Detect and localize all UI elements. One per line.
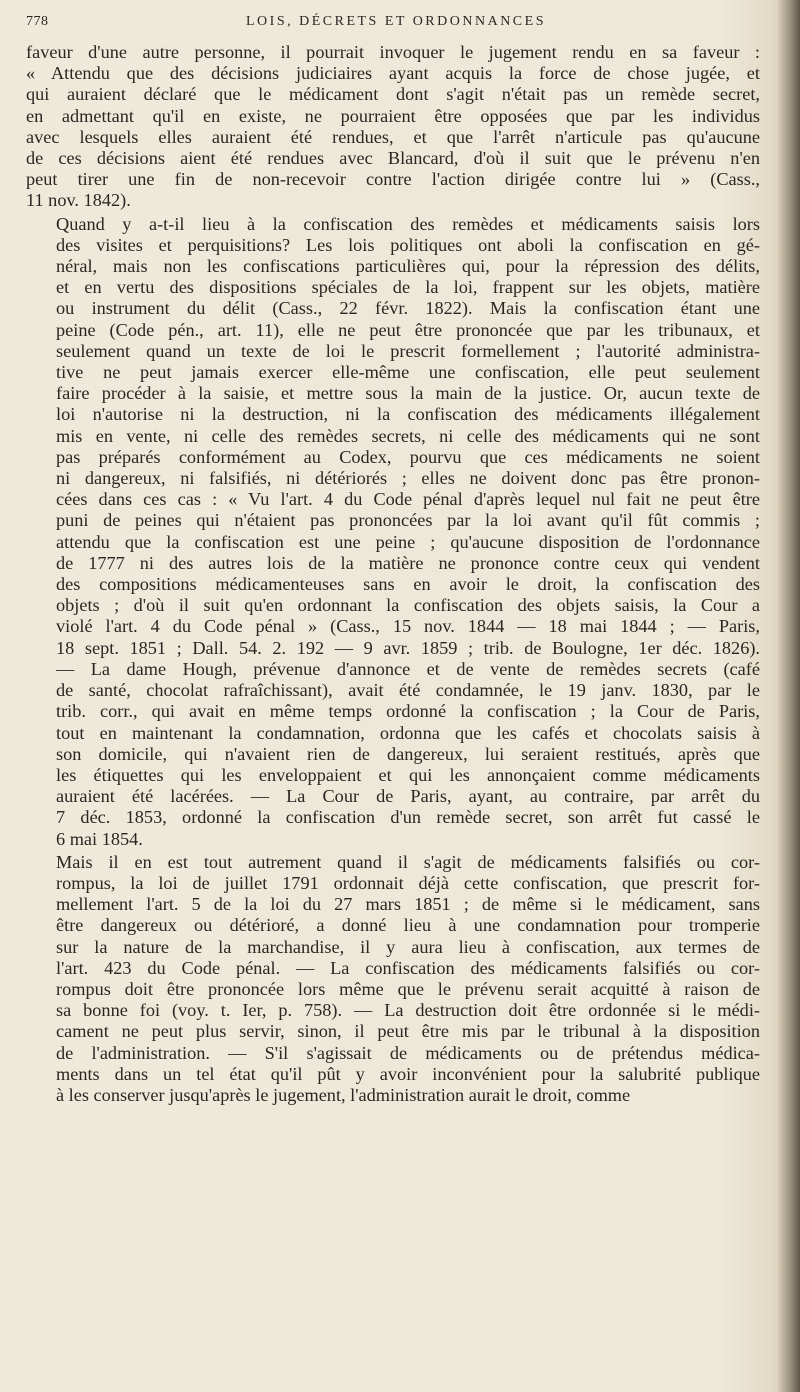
text-line: ments dans un tel état qu'il pût y avoir inconvénient pour la salubrité publique — [56, 1063, 760, 1084]
running-title: LOIS, DÉCRETS ET ORDONNANCES — [246, 14, 546, 29]
text-line: rompus doit être prononcée lors même que le prévenu serait acquitté à raison de — [56, 978, 760, 999]
text-line: sur la nature de la marchandise, il y aura lieu à confiscation, aux termes de — [56, 936, 760, 957]
text-line: ou instrument du délit (Cass., 22 févr. 1822). Mais la confiscation étant une — [56, 298, 760, 319]
text-line: son domicile, qui n'avaient rien de dangereux, lui seraient restitués, après que — [56, 743, 760, 764]
text-line: attendu que la confiscation est une peine ; qu'aucune disposition de l'ordonnance — [56, 531, 760, 552]
paragraph-2 — [26, 214, 760, 850]
text-line: 11 nov. 1842). — [26, 190, 131, 211]
text-line: qui auraient déclaré que le médicament dont s'agit n'était pas un remède secret, — [26, 84, 760, 105]
text-line: loi n'autorise ni la destruction, ni la confiscation des médicaments illégalement — [56, 404, 760, 425]
text-line: être dangereux ou détérioré, a donné lieu à une condamnation pour tromperie — [56, 915, 760, 936]
text-line: de ces décisions aient été rendues avec Blancard, d'où il suit que le prévenu n'en — [26, 148, 760, 169]
text-line: et en vertu des dispositions spéciales de la loi, frappent sur les objets, matière — [56, 277, 760, 298]
text-line: auraient été lacérées. — La Cour de Paris, ayant, au contraire, par arrêt du — [56, 786, 760, 807]
text-line: les étiquettes qui les enveloppaient et qui les annonçaient comme médicaments — [56, 764, 760, 785]
text-line: rompus, la loi de juillet 1791 ordonnait déjà cette confiscation, que prescrit for- — [56, 872, 760, 893]
text-line: des visites et perquisitions? Les lois politiques ont aboli la confiscation en gé- — [56, 234, 760, 255]
text-line: néral, mais non les confiscations particulières qui, pour la répression des délits, — [56, 256, 760, 277]
text-line: Mais il en est tout autrement quand il s'agit de médicaments falsifiés ou cor- — [56, 851, 760, 872]
text-line: puni de peines qui n'étaient pas prononcées par la loi avant qu'il fût commis ; — [56, 510, 760, 531]
text-line: de 1777 ni des autres lois de la matière ne prononce contre ceux qui vendent — [56, 552, 760, 573]
page-edge-shadow — [778, 0, 800, 1392]
text-line: en admettant qu'il en existe, ne pourraient être opposées que par les individus — [26, 105, 760, 126]
text-line: 7 déc. 1853, ordonné la confiscation d'un remède secret, son arrêt fut cassé le — [56, 807, 760, 828]
paragraph-3 — [26, 852, 760, 1106]
text-line: mis en vente, ni celle des remèdes secrets, ni celle des médicaments qui ne sont — [56, 425, 760, 446]
page-number: 778 — [26, 14, 49, 29]
text-line: mellement l'art. 5 de la loi du 27 mars 1851 ; de même si le médicament, sans — [56, 894, 760, 915]
text-line: tout en maintenant la condamnation, ordonna que les cafés et chocolats saisis à — [56, 722, 760, 743]
text-line: faire procéder à la saisie, et mettre sous la main de la justice. Or, aucun texte de — [56, 383, 760, 404]
text-line: 6 mai 1854. — [56, 828, 143, 849]
page-header — [26, 14, 766, 38]
text-line: avec lesquels elles auraient été rendues, et que l'arrêt n'articule pas qu'aucune — [26, 126, 760, 147]
text-line: sa bonne foi (voy. t. Ier, p. 758). — La destruction doit être ordonnée si le médi- — [56, 1000, 760, 1021]
text-line: « Attendu que des décisions judiciaires ayant acquis la force de chose jugée, et — [26, 63, 760, 84]
text-line: pas préparés conformément au Codex, pourvu que ces médicaments ne soient — [56, 446, 760, 467]
text-line: faveur d'une autre personne, il pourrait invoquer le jugement rendu en sa faveur : — [26, 42, 760, 62]
text-line: ni dangereux, ni falsifiés, ni détériorés ; elles ne doivent donc pas être pronon- — [56, 468, 760, 489]
text-line: cées dans ces cas : « Vu l'art. 4 du Code pénal d'après lequel nul fait ne peut être — [56, 489, 760, 510]
text-line: seulement quand un texte de loi le prescrit formellement ; l'autorité administra- — [56, 340, 760, 361]
text-line: de l'administration. — S'il s'agissait de médicaments ou de prétendus médica- — [56, 1042, 760, 1063]
text-line: Quand y a-t-il lieu à la confiscation des remèdes et médicaments saisis lors — [56, 213, 760, 234]
text-line: objets ; d'où il suit qu'en ordonnant la confiscation des objets saisis, la Cour a — [56, 595, 760, 616]
text-line: peine (Code pén., art. 11), elle ne peut être prononcée que par les tribunaux, et — [56, 319, 760, 340]
text-line: tive ne peut jamais exercer elle-même une confiscation, elle peut seulement — [56, 362, 760, 383]
text-line: à les conserver jusqu'après le jugement, l'administration aurait le droit, comme — [56, 1084, 631, 1105]
text-line: cament ne peut plus servir, sinon, il peut être mis par le tribunal à la disposition — [56, 1021, 760, 1042]
text-line: de santé, chocolat rafraîchissant), avait été condamnée, le 19 janv. 1830, par le — [56, 680, 760, 701]
text-line: 18 sept. 1851 ; Dall. 54. 2. 192 — 9 avr. 1859 ; trib. de Boulogne, 1er déc. 1826). — [56, 637, 760, 658]
text-line: des compositions médicamenteuses sans en avoir le droit, la confiscation des — [56, 574, 760, 595]
text-line: violé l'art. 4 du Code pénal » (Cass., 15 nov. 1844 — 18 mai 1844 ; — Paris, — [56, 616, 760, 637]
text-line: trib. corr., qui avait en même temps ordonné la confiscation ; la Cour de Paris, — [56, 701, 760, 722]
body-text — [26, 42, 760, 1106]
text-line: — La dame Hough, prévenue d'annonce et de vente de remèdes secrets (café — [56, 658, 760, 679]
text-line: l'art. 423 du Code pénal. — La confiscation des médicaments falsifiés ou cor- — [56, 957, 760, 978]
paragraph-1 — [26, 42, 760, 212]
text-line: peut tirer une fin de non-recevoir contre l'action dirigée contre lui » (Cass., — [26, 169, 760, 190]
